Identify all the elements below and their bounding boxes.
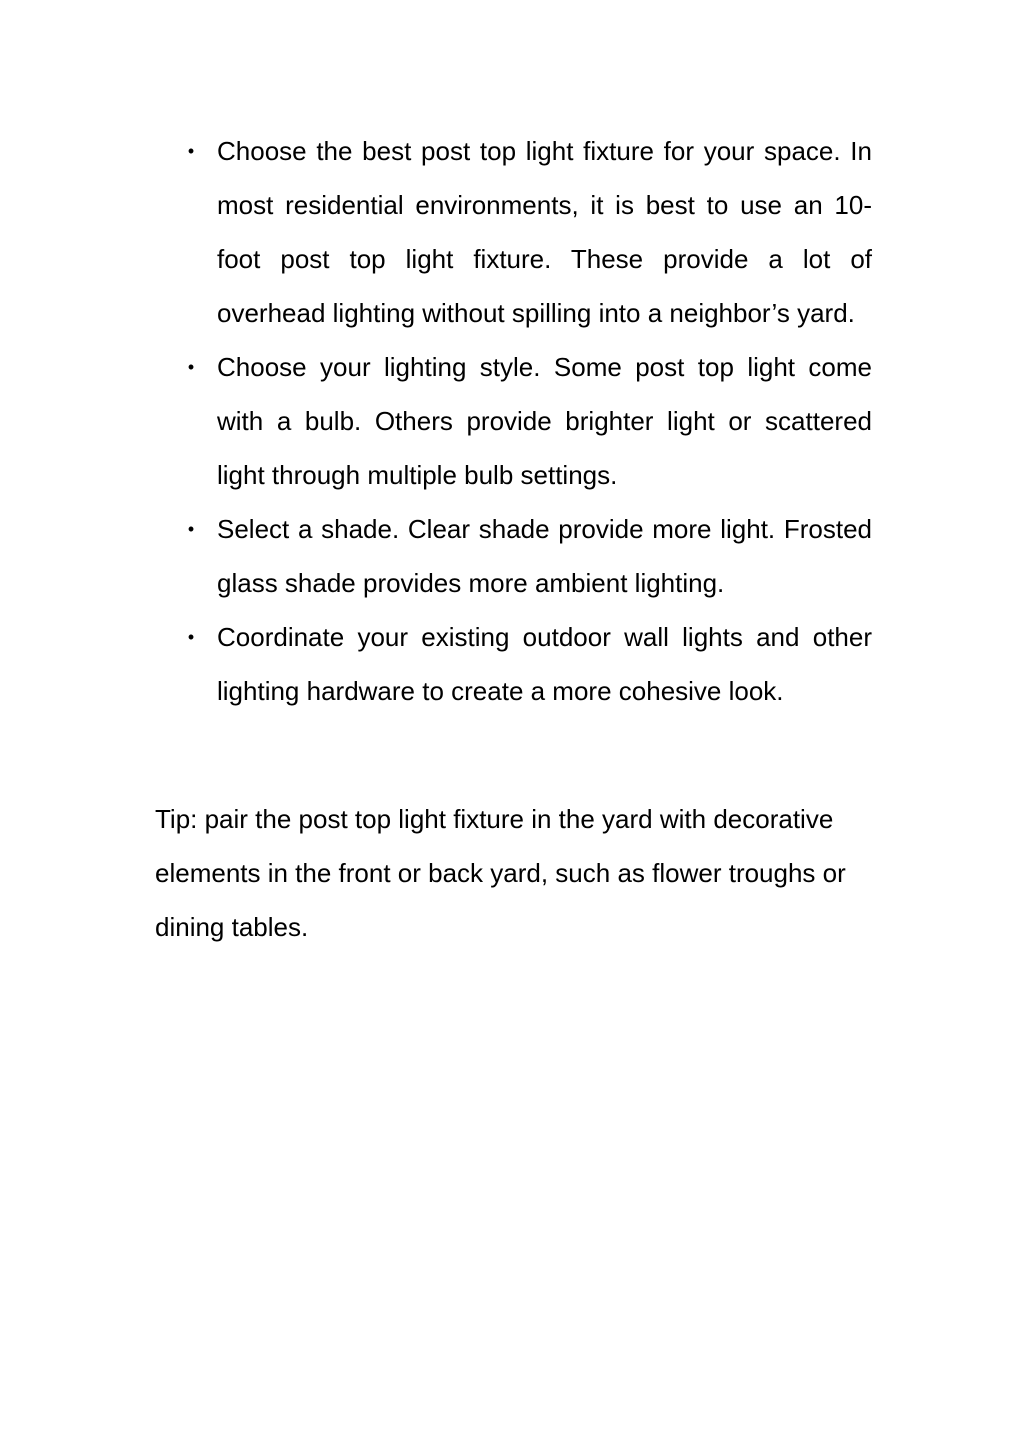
bullet-item-shade — [187, 502, 872, 610]
bullet-item-fixture — [187, 124, 872, 340]
bullet-text: Select a shade. Clear shade provide more light. Frosted glass shade provides more ambient lighting. — [217, 514, 872, 598]
tip-paragraph: Tip: pair the post top light fixture in the yard with decorative elements in the front or back yard, such as flower troughs or dining tables. — [155, 804, 846, 942]
bullet-list — [187, 124, 872, 718]
bullet-marker: • — [187, 357, 195, 377]
bullet-marker: • — [187, 141, 195, 161]
bullet-item-style — [187, 340, 872, 502]
bullet-text: Coordinate your existing outdoor wall lights and other lighting hardware to create a more cohesive look. — [217, 622, 872, 706]
bullet-marker: • — [187, 627, 195, 647]
bullet-text: Choose your lighting style. Some post top light come with a bulb. Others provide brighter light or scattered light through multiple bulb settings. — [217, 352, 872, 490]
bullet-marker: • — [187, 519, 195, 539]
bullet-text: Choose the best post top light fixture for your space. In most residential environments, it is best to use an 10-foot post top light fixture. These provide a lot of overhead lighting without spilling into a neighbor’s yard. — [217, 136, 872, 328]
bullet-item-coordinate — [187, 610, 872, 718]
